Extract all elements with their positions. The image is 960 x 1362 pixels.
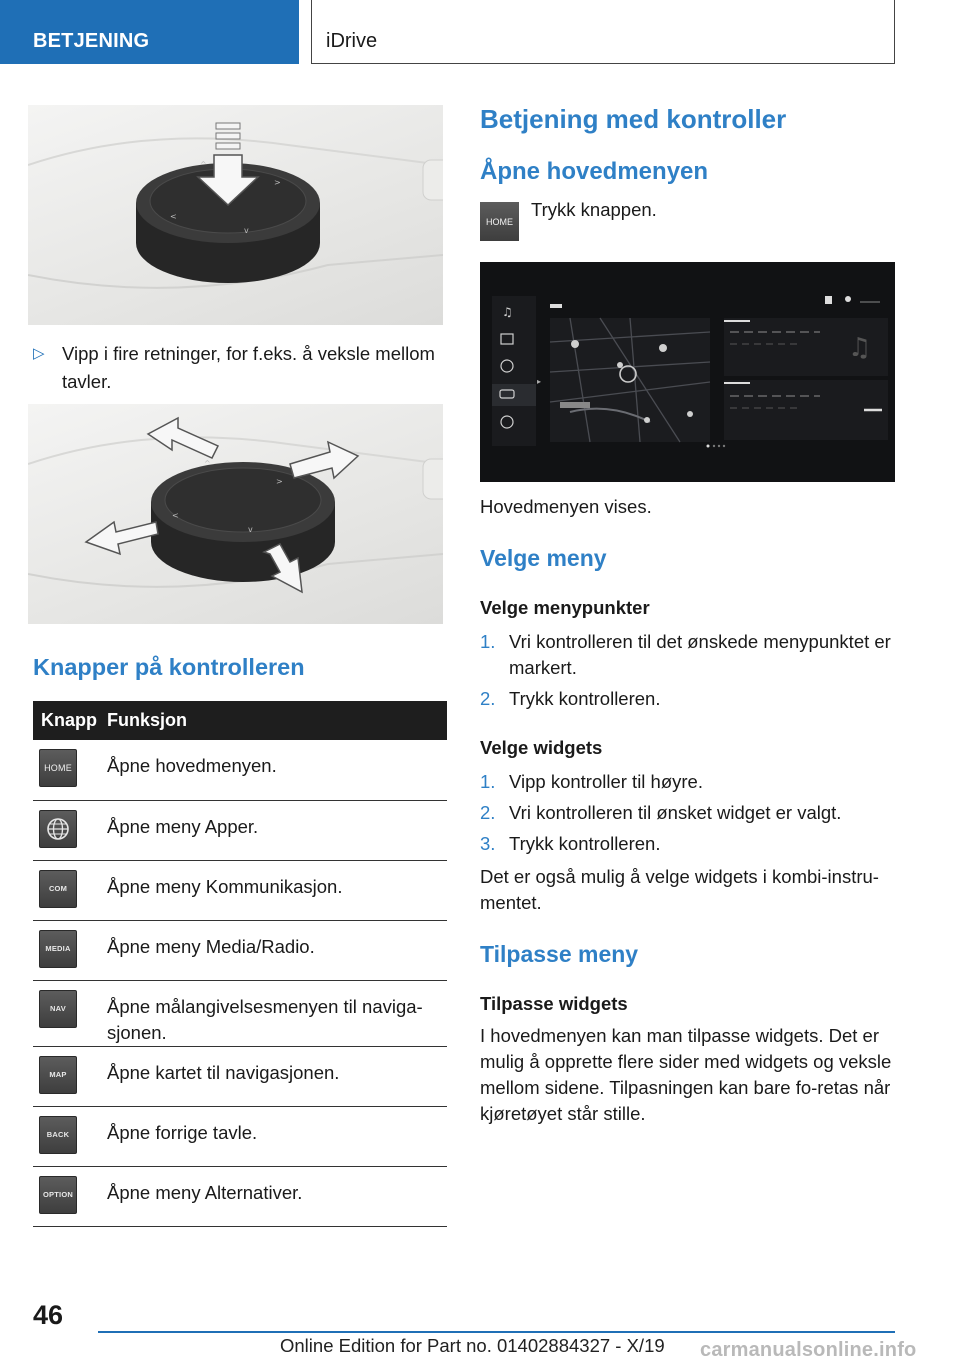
tilt-bullet-text: Vipp i fire retninger, for f.eks. å veksle mellom tavler. bbox=[62, 343, 435, 392]
select-widgets-heading: Velge widgets bbox=[480, 737, 603, 758]
function-text: Åpne hovedmenyen. bbox=[107, 740, 447, 800]
page-title: Betjening med kontroller bbox=[480, 104, 787, 134]
svg-text:<: < bbox=[170, 212, 177, 221]
function-text: Åpne meny Kommunikasjon. bbox=[107, 860, 447, 920]
tilt-bullet bbox=[33, 340, 445, 396]
media-button-icon: MEDIA bbox=[39, 930, 77, 968]
option-button-icon: OPTION bbox=[39, 1176, 77, 1214]
chapter-title: iDrive bbox=[311, 0, 895, 64]
svg-text:v: v bbox=[244, 226, 249, 235]
table-header-function: Funksjon bbox=[107, 701, 447, 740]
main-menu-screenshot bbox=[480, 262, 895, 482]
table-row bbox=[33, 800, 447, 860]
svg-text:▸: ▸ bbox=[537, 377, 542, 386]
select-menu-heading: Velge meny bbox=[480, 545, 607, 571]
main-menu-shown-text: Hovedmenyen vises. bbox=[480, 496, 652, 517]
button-function-table bbox=[33, 701, 447, 1227]
step-number: 3. bbox=[480, 833, 496, 854]
open-main-menu-heading: Åpne hovedmenyen bbox=[480, 158, 709, 185]
table-row bbox=[33, 1046, 447, 1106]
widget-steps bbox=[480, 769, 896, 862]
page-number: 46 bbox=[33, 1300, 64, 1330]
svg-text:♫: ♫ bbox=[502, 305, 513, 319]
step-text: Trykk kontrolleren. bbox=[509, 833, 661, 854]
step-text: Trykk kontrolleren. bbox=[509, 688, 661, 709]
instrument-cluster-note: Det er også mulig å velge widgets i kombi-instru-mentet. bbox=[480, 866, 879, 913]
function-text: Åpne meny Alternativer. bbox=[107, 1166, 447, 1226]
home-button-icon: HOME bbox=[480, 202, 519, 241]
select-menu-items-heading: Velge menypunkter bbox=[480, 597, 650, 618]
back-button-icon: BACK bbox=[39, 1116, 77, 1154]
function-text: Åpne målangivelsesmenyen til naviga-sjonen. bbox=[107, 980, 447, 1046]
edition-text: Online Edition for Part no. 01402884327 - X/19 bbox=[280, 1335, 665, 1356]
table-row bbox=[33, 740, 447, 800]
list-item bbox=[480, 686, 896, 712]
table-header-button: Knapp bbox=[33, 701, 107, 740]
controller-tilt-image bbox=[28, 404, 443, 624]
step-number: 1. bbox=[480, 771, 496, 792]
function-text: Åpne meny Apper. bbox=[107, 800, 447, 860]
table-row bbox=[33, 1166, 447, 1226]
list-item bbox=[480, 629, 896, 681]
step-text: Vri kontrolleren til det ønskede menypunktet er markert. bbox=[509, 631, 891, 678]
svg-text:^: ^ bbox=[204, 459, 211, 468]
map-button-icon: MAP bbox=[39, 1056, 77, 1094]
svg-text:♫: ♫ bbox=[848, 333, 872, 363]
table-row bbox=[33, 860, 447, 920]
list-item bbox=[480, 769, 896, 795]
table-row bbox=[33, 1106, 447, 1166]
step-number: 1. bbox=[480, 631, 496, 652]
menu-item-steps bbox=[480, 629, 896, 717]
table-row bbox=[33, 980, 447, 1046]
list-item bbox=[480, 831, 896, 857]
step-number: 2. bbox=[480, 688, 496, 709]
step-text: Vipp kontroller til høyre. bbox=[509, 771, 703, 792]
customize-widgets-heading: Tilpasse widgets bbox=[480, 993, 628, 1014]
table-row bbox=[33, 920, 447, 980]
controller-press-image bbox=[28, 105, 443, 325]
home-button-icon: HOME bbox=[39, 749, 77, 787]
list-item bbox=[480, 800, 896, 826]
triangle-bullet-icon: ▷ bbox=[33, 345, 45, 362]
function-text: Åpne meny Media/Radio. bbox=[107, 920, 447, 980]
svg-text:>: > bbox=[276, 477, 283, 486]
footer-divider bbox=[98, 1331, 895, 1333]
watermark-text: carmanualsonline.info bbox=[700, 1339, 917, 1361]
function-text: Åpne kartet til navigasjonen. bbox=[107, 1046, 447, 1106]
nav-button-icon: NAV bbox=[39, 990, 77, 1028]
knapper-heading: Knapper på kontrolleren bbox=[33, 654, 305, 680]
svg-text:>: > bbox=[274, 178, 281, 187]
section-tab: BETJENING bbox=[0, 0, 299, 64]
step-text: Vri kontrolleren til ønsket widget er valgt. bbox=[509, 802, 842, 823]
apps-globe-button-icon bbox=[39, 810, 77, 848]
svg-text:^: ^ bbox=[200, 160, 207, 169]
svg-text:<: < bbox=[172, 511, 179, 520]
step-number: 2. bbox=[480, 802, 496, 823]
svg-text:v: v bbox=[248, 525, 253, 534]
press-button-text: Trykk knappen. bbox=[531, 199, 657, 220]
customize-widgets-text: I hovedmenyen kan man tilpasse widgets. Det er mulig å opprette flere sider med widgets og veksle mellom sidene. Tilpasningen kan bare fo-retas når kjøretøyet står stille. bbox=[480, 1025, 892, 1124]
customize-menu-heading: Tilpasse meny bbox=[480, 941, 639, 967]
function-text: Åpne forrige tavle. bbox=[107, 1106, 447, 1166]
com-button-icon: COM bbox=[39, 870, 77, 908]
